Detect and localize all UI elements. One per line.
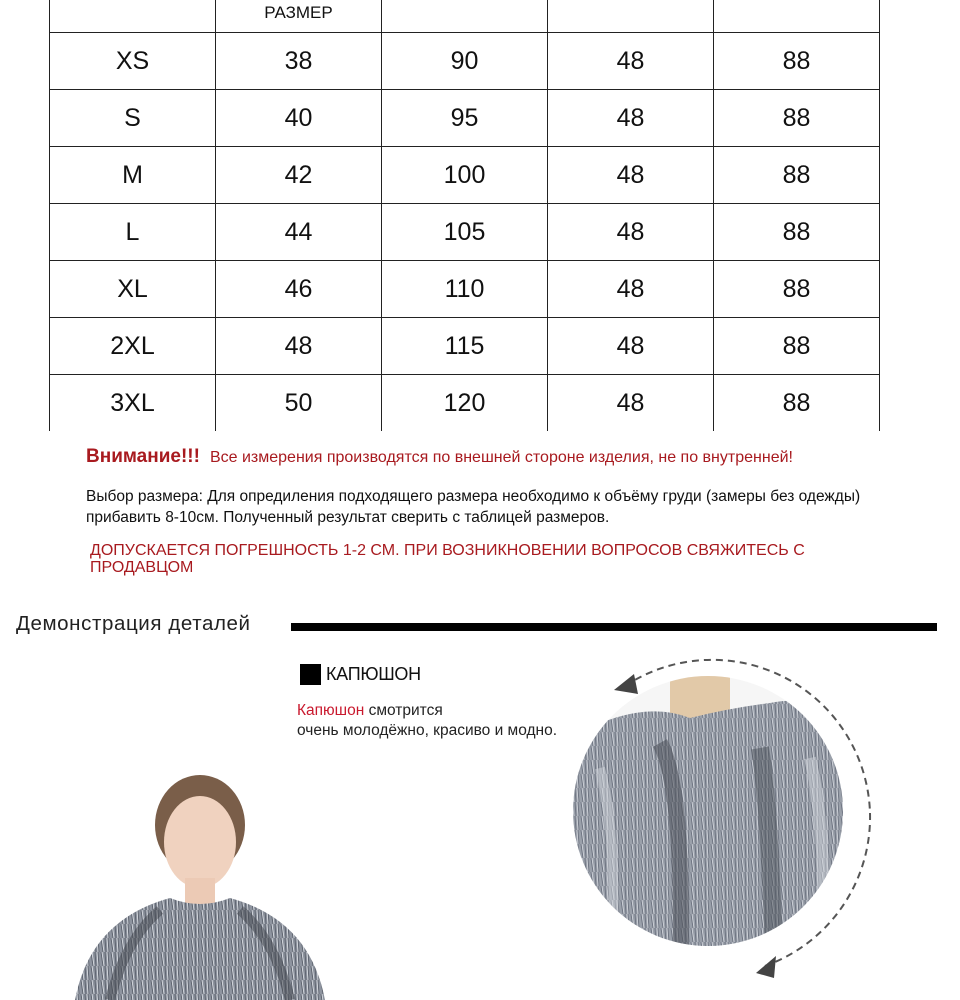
header-size-int — [50, 0, 216, 33]
cell-length: 88 — [714, 90, 880, 147]
section-title: Демонстрация деталей — [16, 612, 251, 635]
cell-size-ru: 42 — [216, 147, 382, 204]
cell-size-ru: 38 — [216, 33, 382, 90]
table-row — [50, 204, 880, 261]
size-chart-table — [49, 0, 880, 431]
cell-length: 88 — [714, 261, 880, 318]
cell-length: 88 — [714, 147, 880, 204]
cell-size-int: 3XL — [50, 375, 216, 432]
table-row — [50, 33, 880, 90]
table-row — [50, 318, 880, 375]
cell-chest: 105 — [382, 204, 548, 261]
arrow-bottom-icon — [756, 956, 776, 978]
hood-description — [297, 701, 557, 741]
cell-size-int: M — [50, 147, 216, 204]
cell-size-ru: 40 — [216, 90, 382, 147]
header-length — [714, 0, 880, 33]
square-bullet-icon — [300, 664, 321, 685]
tolerance-text: ДОПУСКАЕТСЯ ПОГРЕШНОСТЬ 1-2 СМ. ПРИ ВОЗНИКНОВЕНИИ ВОПРОСОВ СВЯЖИТЕСЬ С ПРОДАВЦОМ — [90, 542, 805, 576]
attention-label: Внимание!!! — [86, 446, 200, 467]
hood-desc-line1: смотрится — [364, 702, 443, 719]
attention-text: Все измерения производятся по внешней стороне изделия, не по внутренней! — [209, 449, 793, 466]
cell-sleeve: 48 — [548, 33, 714, 90]
table-body — [50, 33, 880, 432]
cell-chest: 95 — [382, 90, 548, 147]
cell-size-ru: 46 — [216, 261, 382, 318]
table-header-row — [50, 0, 880, 33]
hood-accent-word: Капюшон — [297, 702, 365, 719]
section-divider — [291, 623, 937, 631]
size-choice-text: Выбор размера: Для опредиления подходящего размера необходимо к объёму груди (замеры без одежды) прибавить 8-10см. Полученный результат сверить с таблицей размеров. — [86, 488, 861, 526]
cell-chest: 100 — [382, 147, 548, 204]
cell-chest: 110 — [382, 261, 548, 318]
header-sleeve — [548, 0, 714, 33]
cell-sleeve: 48 — [548, 318, 714, 375]
cell-size-ru: 50 — [216, 375, 382, 432]
cell-chest: 90 — [382, 33, 548, 90]
hood-label-text: КАПЮШОН — [326, 664, 421, 684]
cell-sleeve: 48 — [548, 261, 714, 318]
cell-length: 88 — [714, 318, 880, 375]
cell-size-int: S — [50, 90, 216, 147]
cell-sleeve: 48 — [548, 90, 714, 147]
model-photo — [70, 770, 330, 1000]
cell-sleeve: 48 — [548, 375, 714, 432]
header-size-ru: РАЗМЕР — [216, 0, 382, 33]
cell-sleeve: 48 — [548, 147, 714, 204]
table-row — [50, 375, 880, 432]
cell-sleeve: 48 — [548, 204, 714, 261]
cell-size-int: XS — [50, 33, 216, 90]
cell-size-ru: 48 — [216, 318, 382, 375]
cell-length: 88 — [714, 375, 880, 432]
table-row — [50, 90, 880, 147]
table-row — [50, 147, 880, 204]
cell-size-ru: 44 — [216, 204, 382, 261]
attention-note — [86, 446, 793, 468]
cell-chest: 120 — [382, 375, 548, 432]
cell-chest: 115 — [382, 318, 548, 375]
cell-size-int: 2XL — [50, 318, 216, 375]
cell-length: 88 — [714, 33, 880, 90]
cell-size-int: L — [50, 204, 216, 261]
hood-desc-line2: очень молодёжно, красиво и модно. — [297, 722, 558, 739]
header-chest — [382, 0, 548, 33]
cell-length: 88 — [714, 204, 880, 261]
hood-detail-image — [570, 648, 890, 988]
arrow-left-icon — [614, 674, 638, 694]
cell-size-int: XL — [50, 261, 216, 318]
hood-label — [300, 664, 421, 685]
table-row — [50, 261, 880, 318]
